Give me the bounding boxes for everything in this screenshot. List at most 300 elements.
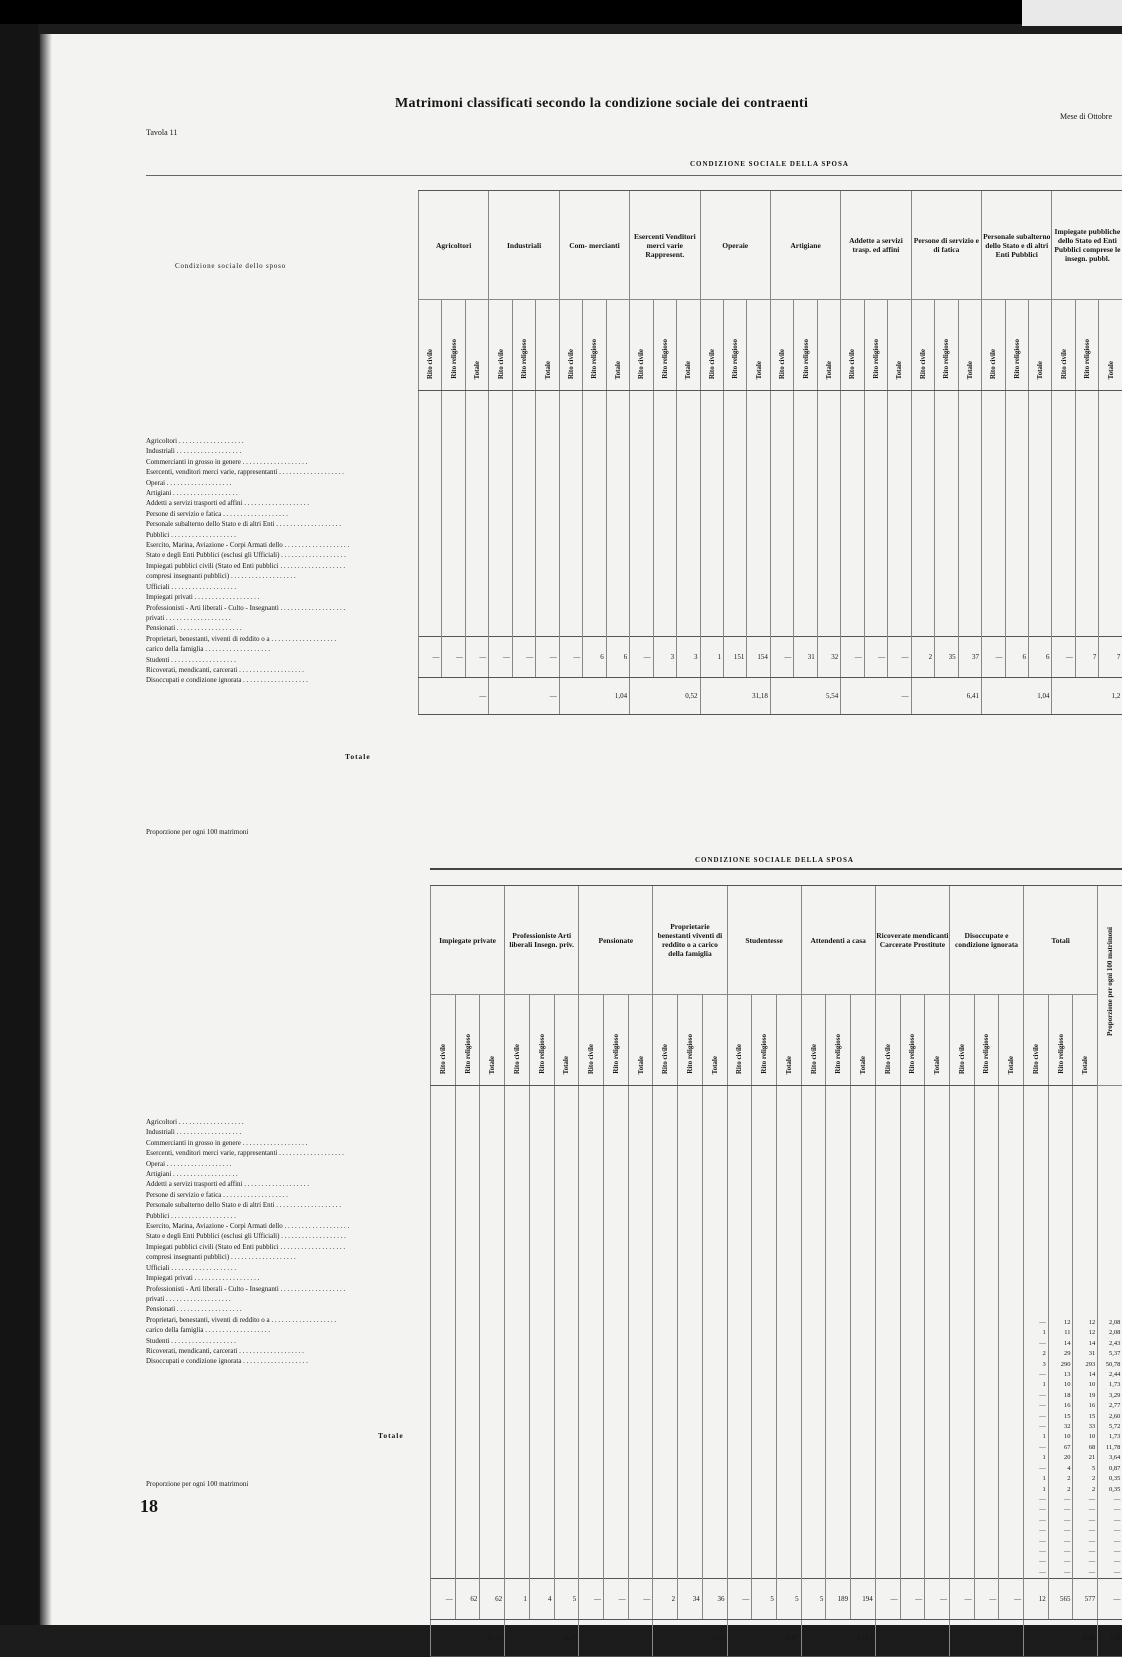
total-cell: 154 [747, 637, 770, 678]
value-cell [505, 1086, 530, 1579]
subcol-header [653, 995, 678, 1086]
row-label: Disoccupati e condizione ignorata . . . . . . . . . . . . . . . . . . . [146, 1356, 400, 1366]
page-title: Matrimoni classificati secondo la condizione sociale dei contraenti [395, 96, 808, 112]
group-header: Industriali [489, 191, 559, 300]
proportion-cell: — [875, 1620, 949, 1657]
subcol-label: Rito religioso [802, 339, 810, 379]
column-value: — [1098, 1495, 1120, 1505]
subcol-header [536, 300, 559, 391]
value-cell [677, 391, 700, 637]
group-header: Totali [1024, 886, 1098, 995]
value-cell [583, 391, 606, 637]
group-header: Impiegate private [431, 886, 505, 995]
column-value: 21 [1073, 1453, 1095, 1463]
row-label: Addetti a servizi trasporti ed affini . . . . . . . . . . . . . . . . . . . [146, 498, 400, 508]
group-header: Operaie [700, 191, 770, 300]
bottom-proportion-row [431, 1620, 1122, 1657]
total-cell: 565 [1048, 1579, 1073, 1620]
column-value: — [1024, 1464, 1046, 1474]
subcol-header [999, 995, 1024, 1086]
row-label: Pubblici . . . . . . . . . . . . . . . . . . . [146, 530, 400, 540]
subcol-label: Rito religioso [450, 339, 458, 379]
subcol-header [982, 300, 1005, 391]
column-value: 20 [1049, 1453, 1071, 1463]
subcol-label: Rito religioso [538, 1034, 546, 1074]
value-cell [974, 1086, 999, 1579]
column-value: — [1049, 1537, 1071, 1547]
subcol-header [1048, 995, 1073, 1086]
subcol-header [776, 995, 801, 1086]
subcol-header [723, 300, 746, 391]
column-value: 1,73 [1098, 1432, 1120, 1442]
subcol-label: Totale [473, 361, 481, 379]
subcol-label: Rito civile [567, 349, 575, 379]
subcol-label: Rito civile [637, 349, 645, 379]
total-cell: 2 [911, 637, 934, 678]
subcol-label: Rito religioso [1083, 339, 1091, 379]
column-value: — [1098, 1568, 1120, 1578]
column-value: — [1073, 1505, 1095, 1515]
value-cell [702, 1086, 727, 1579]
proportion-cell: 0,87 [727, 1620, 801, 1657]
column-value: 1 [1024, 1328, 1046, 1338]
column-value: 1 [1024, 1474, 1046, 1484]
subcol-label: Totale [544, 361, 552, 379]
top-table-caption: CONDIZIONE SOCIALE DELLA SPOSA [690, 160, 849, 168]
column-value: — [1024, 1401, 1046, 1411]
subcol-label: Totale [684, 361, 692, 379]
row-label: Proprietari, benestanti, viventi di reddito o a . . . . . . . . . . . . . . . . . . . [146, 634, 400, 644]
group-header: Pensionate [579, 886, 653, 995]
subcol-label: Rito religioso [464, 1034, 472, 1074]
total-cell: 5 [752, 1579, 777, 1620]
value-cell [628, 1086, 653, 1579]
total-cell: 5 [776, 1579, 801, 1620]
group-header: Professioniste Arti liberali Insegn. priv. [505, 886, 579, 995]
total-cell: 32 [817, 637, 840, 678]
column-value: 14 [1073, 1370, 1095, 1380]
row-label: Pubblici . . . . . . . . . . . . . . . . . . . [146, 1211, 400, 1221]
bottom-rule [430, 868, 1122, 870]
row-label: Industriali . . . . . . . . . . . . . . . . . . . [146, 1127, 400, 1137]
row-label: Artigiani . . . . . . . . . . . . . . . . . . . [146, 488, 400, 498]
proportion-cell: — [489, 678, 559, 715]
subcol-label: Rito religioso [661, 339, 669, 379]
total-cell: — [841, 637, 864, 678]
subcol-label: Rito religioso [834, 1034, 842, 1074]
top-values-row [419, 391, 1122, 637]
column-value: 10 [1073, 1380, 1095, 1390]
subcol-header [419, 300, 442, 391]
column-value: 10 [1049, 1380, 1071, 1390]
proportion-cell: 6,24 [653, 1620, 727, 1657]
row-label: Agricoltori . . . . . . . . . . . . . . . . . . . [146, 436, 400, 446]
column-value: — [1024, 1537, 1046, 1547]
column-value: — [1024, 1495, 1046, 1505]
column-value: 4 [1049, 1464, 1071, 1474]
group-header: Ricoverate mendicanti Carcerate Prostitute [875, 886, 949, 995]
group-header-proportion [1098, 886, 1122, 1086]
total-cell: — [465, 637, 488, 678]
subcol-header [864, 300, 887, 391]
top-table [418, 190, 1122, 715]
column-value: 67 [1049, 1443, 1071, 1453]
top-row-labels [146, 436, 400, 686]
row-label: Professionisti - Arti liberali - Culto - Insegnanti . . . . . . . . . . . . . . . . . . . [146, 1284, 400, 1294]
subcol-label: Rito religioso [982, 1034, 990, 1074]
column-value: — [1024, 1339, 1046, 1349]
subcol-label: Rito civile [919, 349, 927, 379]
value-cell [999, 1086, 1024, 1579]
row-label: privati . . . . . . . . . . . . . . . . . . . [146, 1294, 400, 1304]
proportion-cell: 5,54 [770, 678, 840, 715]
column-value: 2,43 [1098, 1339, 1120, 1349]
proportion-cell: — [949, 1620, 1023, 1657]
column-value: — [1098, 1557, 1120, 1567]
subcol-header [911, 300, 934, 391]
value-cell [826, 1086, 851, 1579]
value-cell [776, 1086, 801, 1579]
column-value: 1 [1024, 1485, 1046, 1495]
row-label: Esercito, Marina, Aviazione - Corpi Armati dello . . . . . . . . . . . . . . . . . . . [146, 540, 400, 550]
subcol-header [958, 300, 981, 391]
row-label: privati . . . . . . . . . . . . . . . . . . . [146, 613, 400, 623]
value-cell [875, 1086, 900, 1579]
total-cell: — [489, 637, 512, 678]
subcol-label: Totale [895, 361, 903, 379]
bottom-row-labels [146, 1117, 400, 1367]
page-number: 18 [140, 1496, 158, 1517]
value-cell [603, 1086, 628, 1579]
column-value: 1 [1024, 1453, 1046, 1463]
column-value: 3 [1024, 1360, 1046, 1370]
proportion-cell: 0,52 [630, 678, 700, 715]
value-cell [1052, 391, 1075, 637]
column-value: 1 [1024, 1432, 1046, 1442]
proportion-header-label: Proporzione per ogni 100 matrimoni [1106, 927, 1115, 1036]
column-values [1024, 1086, 1048, 1578]
value-cell [653, 391, 676, 637]
bottom-table-caption: CONDIZIONE SOCIALE DELLA SPOSA [695, 856, 854, 864]
column-value: — [1073, 1557, 1095, 1567]
top-proportion-row [419, 678, 1122, 715]
subcol-header [747, 300, 770, 391]
row-label: Impiegati privati . . . . . . . . . . . . . . . . . . . [146, 592, 400, 602]
subcol-label: Rito civile [958, 1044, 966, 1074]
column-value: — [1073, 1537, 1095, 1547]
subcol-label: Rito civile [810, 1044, 818, 1074]
subcol-label: Totale [785, 1056, 793, 1074]
subcol-label: Totale [933, 1056, 941, 1074]
subcol-header [529, 995, 554, 1086]
value-cell [1048, 1086, 1073, 1579]
page-shadow [40, 34, 52, 1625]
subcol-header [653, 300, 676, 391]
value-cell [442, 391, 465, 637]
subcol-label: Rito religioso [908, 1034, 916, 1074]
proportion-cell: 2,08 [1024, 1620, 1098, 1657]
row-label: Personale subalterno dello Stato e di altri Enti . . . . . . . . . . . . . . . . . . . [146, 519, 400, 529]
column-value: — [1049, 1526, 1071, 1536]
total-cell: — [442, 637, 465, 678]
column-value: 12 [1073, 1328, 1095, 1338]
total-cell: — [900, 1579, 925, 1620]
column-value: — [1024, 1443, 1046, 1453]
subcol-label: Totale [614, 361, 622, 379]
subcol-header [900, 995, 925, 1086]
row-label: carico della famiglia . . . . . . . . . . . . . . . . . . . [146, 644, 400, 654]
value-cell [1024, 1086, 1049, 1579]
subcol-label: Rito civile [1060, 349, 1068, 379]
subcol-label: Rito religioso [731, 339, 739, 379]
row-label: Industriali . . . . . . . . . . . . . . . . . . . [146, 446, 400, 456]
row-label: Esercenti, venditori merci varie, rappresentanti . . . . . . . . . . . . . . . . . . . [146, 1148, 400, 1158]
subcol-header [935, 300, 958, 391]
group-header: Addette a servizi trasp. ed affini [841, 191, 911, 300]
column-value: — [1098, 1537, 1120, 1547]
subcol-header [700, 300, 723, 391]
column-value: 13 [1049, 1370, 1071, 1380]
column-value: 3,64 [1098, 1453, 1120, 1463]
column-values [1098, 1086, 1122, 1578]
total-cell: 189 [826, 1579, 851, 1620]
value-cell [888, 391, 911, 637]
row-label: carico della famiglia . . . . . . . . . . . . . . . . . . . [146, 1325, 400, 1335]
subcol-header [826, 995, 851, 1086]
bottom-group-header-row [431, 886, 1122, 995]
column-value: 0,87 [1098, 1464, 1120, 1474]
value-cell [480, 1086, 505, 1579]
subcol-header [875, 995, 900, 1086]
value-cell [794, 391, 817, 637]
row-label: Stato e degli Enti Pubblici (esclusi gli Ufficiali) . . . . . . . . . . . . . . . . . . . [146, 550, 400, 560]
column-value: 2 [1073, 1474, 1095, 1484]
subcol-label: Rito civile [848, 349, 856, 379]
column-value: — [1024, 1422, 1046, 1432]
subcol-label: Rito civile [708, 349, 716, 379]
row-label: Esercenti, venditori merci varie, rappresentanti . . . . . . . . . . . . . . . . . . . [146, 467, 400, 477]
row-label: Ufficiali . . . . . . . . . . . . . . . . . . . [146, 582, 400, 592]
top-proportion-label: Proporzione per ogni 100 matrimoni [146, 828, 248, 836]
column-value: — [1098, 1505, 1120, 1515]
total-cell: — [1052, 637, 1075, 678]
row-label: Ricoverati, mendicanti, carcerati . . . . . . . . . . . . . . . . . . . [146, 1346, 400, 1356]
column-value: 1,73 [1098, 1380, 1120, 1390]
column-value: 2,44 [1098, 1370, 1120, 1380]
value-cell [431, 1086, 456, 1579]
column-value: 2,08 [1098, 1328, 1120, 1338]
column-values [1073, 1086, 1097, 1578]
column-value: 290 [1049, 1360, 1071, 1370]
column-value: 2 [1024, 1349, 1046, 1359]
subcol-label: Totale [711, 1056, 719, 1074]
column-value: — [1073, 1547, 1095, 1557]
value-cell [817, 391, 840, 637]
group-header: Esercenti Venditori merci varie Rappresent. [630, 191, 700, 300]
proportion-cell: 1,04 [982, 678, 1052, 715]
group-header: Artigiane [770, 191, 840, 300]
row-label: Operai . . . . . . . . . . . . . . . . . . . [146, 1159, 400, 1169]
column-value: 11,78 [1098, 1443, 1120, 1453]
total-cell: 7 [1075, 637, 1098, 678]
column-value: — [1073, 1526, 1095, 1536]
total-cell: 194 [851, 1579, 876, 1620]
bottom-total-label: Totale [378, 1431, 404, 1440]
value-cell [958, 391, 981, 637]
column-value: 68 [1073, 1443, 1095, 1453]
subcol-label: Totale [1081, 1056, 1089, 1074]
group-header: Persone di servizio e di fatica [911, 191, 981, 300]
subcol-header [603, 995, 628, 1086]
row-label: Commercianti in grosso in genere . . . . . . . . . . . . . . . . . . . [146, 1138, 400, 1148]
total-cell: — [628, 1579, 653, 1620]
value-cell [606, 391, 629, 637]
subcol-header [1073, 995, 1098, 1086]
value-cell [982, 391, 1005, 637]
column-value: — [1049, 1495, 1071, 1505]
row-label: Esercito, Marina, Aviazione - Corpi Armati dello . . . . . . . . . . . . . . . . . . . [146, 1221, 400, 1231]
subcol-label: Rito civile [587, 1044, 595, 1074]
subcol-header [702, 995, 727, 1086]
top-total-label: Totale [345, 752, 371, 761]
total-cell: — [727, 1579, 752, 1620]
total-cell: — [888, 637, 911, 678]
row-label: Agricoltori . . . . . . . . . . . . . . . . . . . [146, 1117, 400, 1127]
value-cell [700, 391, 723, 637]
row-label: Studenti . . . . . . . . . . . . . . . . . . . [146, 1336, 400, 1346]
row-label: Proprietari, benestanti, viventi di reddito o a . . . . . . . . . . . . . . . . . . . [146, 1315, 400, 1325]
value-cell [864, 391, 887, 637]
subcol-label: Totale [1036, 361, 1044, 379]
total-cell: — [875, 1579, 900, 1620]
row-label: Ricoverati, mendicanti, carcerati . . . . . . . . . . . . . . . . . . . [146, 665, 400, 675]
column-value: 12 [1049, 1318, 1071, 1328]
total-cell: — [999, 1579, 1024, 1620]
column-value: 2 [1049, 1485, 1071, 1495]
subcol-header [579, 995, 604, 1086]
total-cell: 7 [1099, 637, 1122, 678]
value-cell [801, 1086, 826, 1579]
total-cell: — [982, 637, 1005, 678]
total-cell: 31 [794, 637, 817, 678]
row-label: Ufficiali . . . . . . . . . . . . . . . . . . . [146, 1263, 400, 1273]
total-cell: — [630, 637, 653, 678]
proportion-cell: — [579, 1620, 653, 1657]
subcol-label: Rito religioso [686, 1034, 694, 1074]
subcol-header [1024, 995, 1049, 1086]
subcol-label: Rito religioso [1057, 1034, 1065, 1074]
subcol-label: Totale [637, 1056, 645, 1074]
total-cell: — [603, 1579, 628, 1620]
subcol-header [512, 300, 535, 391]
group-header: Studentesse [727, 886, 801, 995]
value-cell [925, 1086, 950, 1579]
total-cell: 1 [700, 637, 723, 678]
row-label: Personale subalterno dello Stato e di altri Enti . . . . . . . . . . . . . . . . . . . [146, 1200, 400, 1210]
total-cell: 62 [480, 1579, 505, 1620]
group-header: Personale subalterno dello Stato e di altri Enti Pubblici [982, 191, 1052, 300]
column-values [1049, 1086, 1073, 1578]
value-cell [900, 1086, 925, 1579]
total-cell: 151 [723, 637, 746, 678]
total-cell: — [559, 637, 582, 678]
proportion-cell: 10,75 [431, 1620, 505, 1657]
total-cell: 3 [653, 637, 676, 678]
total-cell: — [925, 1579, 950, 1620]
column-value: 16 [1049, 1401, 1071, 1411]
column-value: — [1098, 1547, 1120, 1557]
subcol-label: Totale [1007, 1056, 1015, 1074]
value-cell [949, 1086, 974, 1579]
subcol-header [677, 300, 700, 391]
row-label: Stato e degli Enti Pubblici (esclusi gli Ufficiali) . . . . . . . . . . . . . . . . . . . [146, 1231, 400, 1241]
subcol-header [794, 300, 817, 391]
subcol-label: Rito religioso [872, 339, 880, 379]
subcol-label: Totale [1107, 361, 1115, 379]
subcol-header [554, 995, 579, 1086]
column-value: — [1024, 1516, 1046, 1526]
value-cell [1028, 391, 1051, 637]
column-value: 3,29 [1098, 1391, 1120, 1401]
column-value: 10 [1049, 1432, 1071, 1442]
column-value: 293 [1073, 1360, 1095, 1370]
column-value: — [1073, 1568, 1095, 1578]
scan-left-border [0, 24, 38, 1625]
subcol-label: Rito religioso [942, 339, 950, 379]
value-cell [770, 391, 793, 637]
total-cell: 577 [1073, 1579, 1098, 1620]
column-value: — [1024, 1412, 1046, 1422]
column-value: — [1024, 1505, 1046, 1515]
column-value: 16 [1073, 1401, 1095, 1411]
group-header: Impiegate pubbliche dello Stato ed Enti Pubblici comprese le insegn. pubbl. [1052, 191, 1122, 300]
top-group-header-row [419, 191, 1122, 300]
subcol-header [489, 300, 512, 391]
subcol-header [583, 300, 606, 391]
column-value: 50,78 [1098, 1360, 1120, 1370]
subcol-label: Rito civile [439, 1044, 447, 1074]
column-value: 1 [1024, 1380, 1046, 1390]
value-cell [653, 1086, 678, 1579]
proportion-cell: 100 [1098, 1620, 1122, 1657]
column-value: — [1024, 1318, 1046, 1328]
subcol-label: Totale [562, 1056, 570, 1074]
column-value: 32 [1049, 1422, 1071, 1432]
column-value: — [1024, 1391, 1046, 1401]
column-value: 5,37 [1098, 1349, 1120, 1359]
total-cell: 35 [935, 637, 958, 678]
column-value: — [1049, 1568, 1071, 1578]
value-cell [1073, 1086, 1098, 1579]
value-cell [841, 391, 864, 637]
value-cell [678, 1086, 703, 1579]
subcol-label: Rito civile [989, 349, 997, 379]
value-cell [536, 391, 559, 637]
column-value: — [1024, 1568, 1046, 1578]
column-value: 33 [1073, 1422, 1095, 1432]
subcol-header [949, 995, 974, 1086]
total-cell: 6 [1005, 637, 1028, 678]
group-header: Com- mercianti [559, 191, 629, 300]
value-cell [489, 391, 512, 637]
subcol-label: Rito religioso [520, 339, 528, 379]
column-value: — [1098, 1516, 1120, 1526]
subcol-header [431, 995, 456, 1086]
subcol-label: Rito civile [778, 349, 786, 379]
column-value: — [1073, 1516, 1095, 1526]
value-cell [512, 391, 535, 637]
total-cell: — [536, 637, 559, 678]
